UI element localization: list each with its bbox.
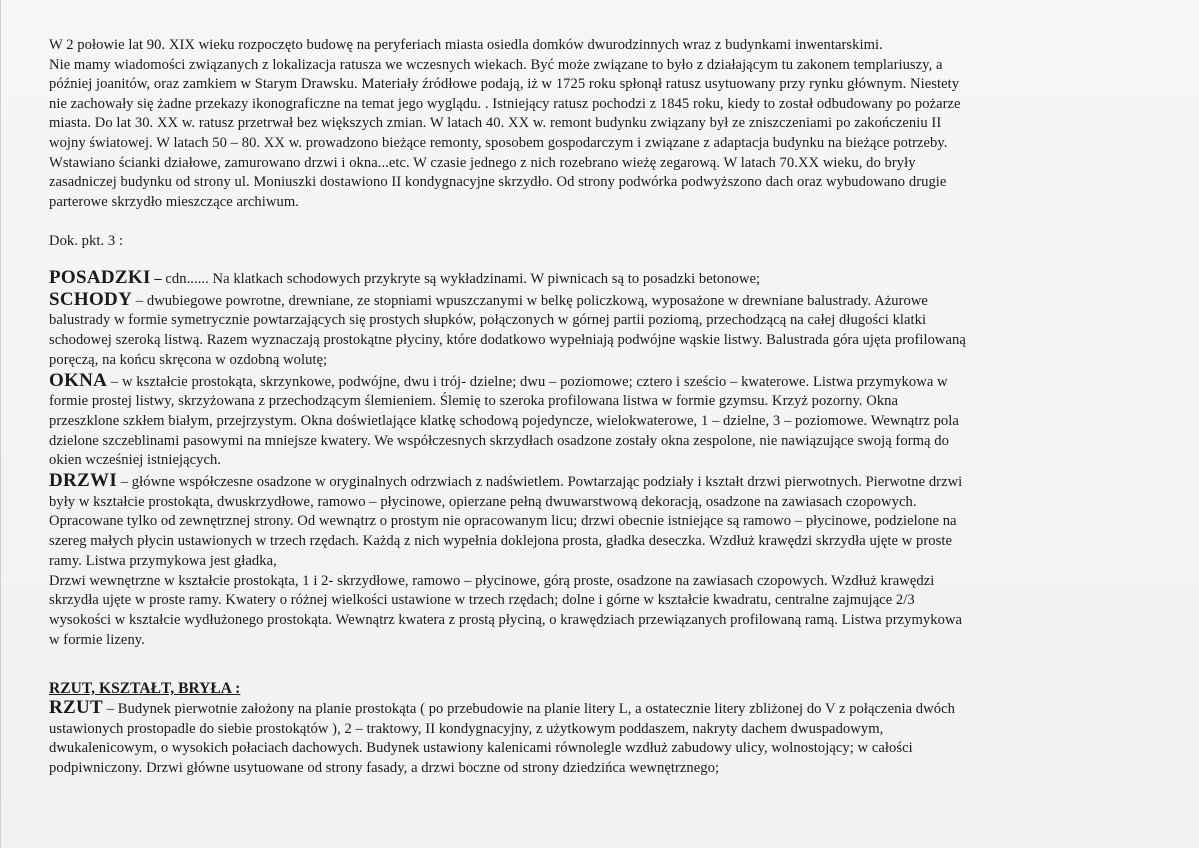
schody-heading: SCHODY <box>49 288 133 310</box>
okna-separator: – <box>107 373 122 390</box>
rzut-line: dwukalenicowym, o wysokich połaciach dachowych. Budynek ustawiony kalenicami równolegle wzdłuż zabudowy ulicy, wolnostojący; w całości <box>49 740 913 757</box>
drzwi-line: były w kształcie prostokąta, dwuskrzydłowe, ramowo – płycinowe, opierzane pełną dwuwarstwową dekoracją, osadzone na zawiasach czopowych. <box>49 493 917 510</box>
schody-first-line <box>49 290 1149 312</box>
section-header <box>49 679 1149 699</box>
drzwi-line: skrzydła ujęte w proste ramy. Kwatery o różnej wielkości ustawione w trzech rzędach; dolne i górne w kształcie kwadratu, centralne zajmujące 2/3 <box>49 592 915 609</box>
drzwi-line: Opracowane tylko od zewnętrznej strony. Od wewnątrz o prostym nie opracowanym licu; drzwi obecnie istniejące są ramowo – płycinowe, podzielone na <box>49 513 957 530</box>
intro-paragraph <box>49 36 1149 212</box>
okna-line: dzielone szczeblinami pasowymi na mniejsze kwatery. We współczesnych skrzydłach osadzone zostały okna zespolone, nie nawiązujące swoją formą do <box>49 432 949 449</box>
okna-line: formie prostej listwy, skrzyżowana z przechodzącym ślemieniem. Ślemię to szeroka profilowana listwa w formie gzymsu. Krzyż pozorny. Okna <box>49 393 899 410</box>
intro-line: Nie mamy wiadomości związanych z lokalizacja ratusza we wczesnych wiekach. Być może związane to było z działającym tu zakonem templariuszy, a <box>49 56 943 73</box>
posadzki-text: cdn...... Na klatkach schodowych przykryte są wykładzinami. W piwnicach są to posadzki betonowe; <box>165 271 761 287</box>
drzwi-line: w formie lizeny. <box>49 631 145 648</box>
okna-heading: OKNA <box>49 369 108 391</box>
drzwi-heading: DRZWI <box>49 470 118 492</box>
schody-text: dwubiegowe powrotne, drewniane, ze stopniami wpuszczanymi w belkę policzkową, wyposażone w drewniane balustrady. Ażurowe <box>146 292 928 309</box>
intro-line: parterowe skrzydło mieszczące archiwum. <box>49 193 299 210</box>
rzut-line: podpiwniczony. Drzwi główne usytuowane od strony fasady, a drzwi boczne od strony dziedzińca wewnętrznego; <box>49 760 720 777</box>
document-reference <box>49 232 1149 252</box>
drzwi-line: szereg małych płycin ustawionych w trzech rzędach. Każdą z nich wypełnia doklejona prosta, gładka deseczka. Wzdłuż krawędzi skrzydła ujęte w proste <box>49 533 953 550</box>
okna-line: okien wcześniej istniejących. <box>49 452 222 469</box>
intro-line: później joanitów, oraz zamkiem w Starym Drawsku. Materiały źródłowe podają, iż w 1725 roku spłonął ratusz usytuowany przy rynku głównym. Niestety <box>49 76 960 93</box>
posadzki-section <box>49 268 1149 290</box>
dok-label: Dok. pkt. 3 : <box>49 233 124 249</box>
intro-line: zasadniczej budynku od strony ul. Moniuszki dostawiono II kondygnacyjne skrzydło. Od strony podwórka podwyższono dach oraz wybudowano drugie <box>49 174 947 191</box>
drzwi-line: ramy. Listwa przymykowa jest gładka, <box>49 552 277 569</box>
rzut-separator: – <box>103 701 118 717</box>
section-title: RZUT, KSZTAŁT, BRYŁA : <box>49 680 241 697</box>
rzut-text: Budynek pierwotnie założony na planie prostokąta ( po przebudowie na planie litery L, a ostatecznie litery zbliżonej do V z połączenia dwóch <box>117 701 955 717</box>
drzwi-first-line <box>49 471 1149 493</box>
description-sections <box>49 268 1149 650</box>
schody-separator: – <box>132 292 147 309</box>
intro-line: miasta. Do lat 30. XX w. ratusz przetrwał bez większych zmian. W latach 40. XX w. remont budynku związany był ze zniszczeniami po zakończeniu II <box>49 115 942 132</box>
okna-line: przeszklone szkłem białym, przejrzystym. Okna doświetlające klatkę schodową pojedyncze, wielokwaterowe, 1 – dzielne, 3 – poziomowe. Wewnątrz pola <box>49 412 959 429</box>
schody-line: balustrady w formie symetrycznie powtarzających się prostych słupków, połączonych w górnej partii poziomą, przechodzącą na całej długości klatki <box>49 312 927 329</box>
okna-first-line <box>49 371 1149 393</box>
okna-text: w kształcie prostokąta, skrzynkowe, podwójne, dwu i trój- dzielne; dwu – poziomowe; cztero i sześcio – kwaterowe. Listwa przymykowa w <box>121 373 948 390</box>
drzwi-line: Drzwi wewnętrzne w kształcie prostokąta, 1 i 2- skrzydłowe, ramowo – płycinowe, górą proste, osadzone na zawiasach czopowych. Wzdłuż krawędzi <box>49 572 935 589</box>
rzut-line: ustawionych prostopadle do siebie prostokątów ), 2 – traktowy, II kondygnacyjny, z użytkowym poddaszem, nakryty dachem dwuspadowym, <box>49 720 884 737</box>
rzut-section <box>49 698 1149 779</box>
intro-line: wojny światowej. W latach 50 – 80. XX w. prowadzono bieżące remonty, sposobem gospodarczym i związane z adaptacja budynku na bieżące potrzeby. <box>49 134 948 151</box>
drzwi-line: wysokości w kształcie wydłużonego prostokąta. Wewnątrz kwatera z prostą płyciną, o krawędziach przewiązanych profilowaną ramą. Listwa przymykowa <box>49 611 963 628</box>
drzwi-separator: – <box>117 474 132 491</box>
schody-line: poręczą, na końcu skręcona w ozdobną wolutę; <box>49 351 328 368</box>
rzut-first-line <box>49 698 1149 720</box>
posadzki-heading: POSADZKI <box>49 267 151 288</box>
intro-line: Wstawiano ścianki działowe, zamurowano drzwi i okna...etc. W czasie jednego z nich rozebrano wieżę zegarową. W latach 70.XX wieku, do bryły <box>49 154 916 171</box>
intro-line: W 2 połowie lat 90. XIX wieku rozpoczęto budowę na peryferiach miasta osiedla domków dwurodzinnych wraz z budynkami inwentarskimi. <box>49 37 883 53</box>
rzut-heading: RZUT <box>49 697 103 718</box>
posadzki-separator: – <box>150 271 166 287</box>
schody-line: schodowej szeroką listwą. Razem wyznaczają prostokątne płyciny, które dodatkowo wypełniają podwójne wąskie listwy. Balustrada góra ujęta profilowaną <box>49 332 966 349</box>
drzwi-text: główne współczesne osadzone w oryginalnych odrzwiach z nadświetlem. Powtarzając podziały i kształt drzwi pierwotnych. Pierwotne drzwi <box>131 474 963 491</box>
intro-line: nie zachowały się żadne przekazy ikonograficzne na temat jego wyglądu. . Istniejący ratusz pochodzi z 1845 roku, kiedy to został odbudowany po pożarze <box>49 95 961 112</box>
